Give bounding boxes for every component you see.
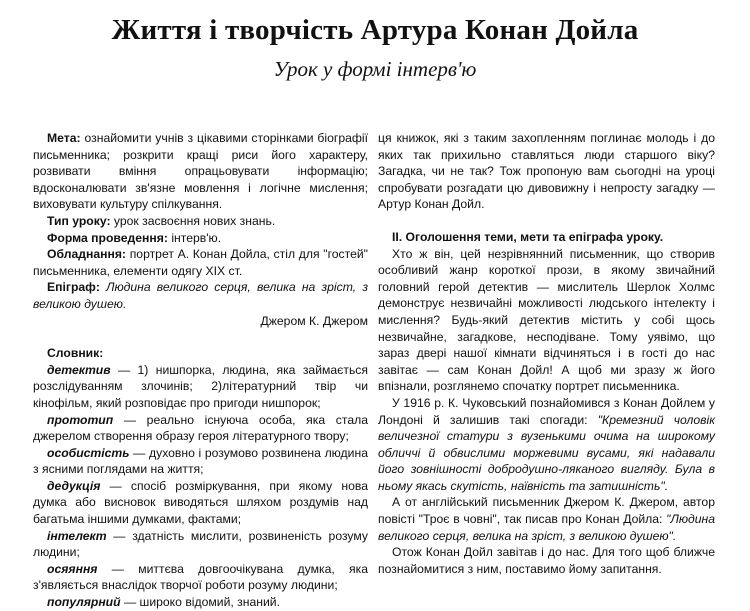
lesson-form-label: Форма проведення:	[47, 230, 168, 245]
vocabulary-entry	[33, 528, 368, 561]
epigraph-label: Епіграф:	[47, 280, 100, 295]
intro-paragraph: ця книжок, які з таким захопленням поглинає молодь і до яких так прихильно ставляться люди старшого віку? Загадка, чи не так? Тож пропоную вам сьогодні на уроці спробувати розгадати цю дивовижну і непросту загадку — Артур Конан Дойл.	[378, 131, 715, 212]
vocabulary-entry	[33, 594, 368, 611]
epigraph-text: Людина великого серця, велика на зріст, з великою душею.	[33, 280, 368, 311]
vocabulary-term: детектив	[47, 362, 111, 377]
vocabulary-definition: — спосіб розміркування, при якому нова думка або висновок виводяться шляхом роздумів над багатьма іншими думками, фактами;	[33, 478, 368, 527]
right-column	[378, 130, 715, 577]
vocabulary-definition: — духовно і розумово розвинена людина з ясними поглядами на життя;	[33, 445, 368, 477]
chukovsky-intro: У 1916 р. К. Чуковський познайомився з Конан Дойлем у Лондоні й залишив такі спогади:	[378, 395, 715, 427]
vocabulary-term: дедукція	[47, 478, 101, 493]
vocabulary-term: популярний	[47, 595, 121, 610]
lesson-epigraph	[33, 279, 368, 312]
paragraph-jerome	[378, 494, 715, 544]
vocabulary-entry	[33, 561, 368, 594]
vocabulary-entry	[33, 445, 368, 478]
vocabulary-definition: — широко відомий, знаний.	[123, 595, 280, 610]
vocabulary-term: прототип	[47, 412, 114, 427]
chukovsky-quote: "Кремезний чоловік величезної статури з вузенькими очима на широкому обличчі й обвислими моржевими вусами, які надавали його зовнішності добродушно-ляканого вигляду. Була в ньому якась скутість, наївність та затишність".	[378, 412, 715, 493]
vocabulary-definition: — реально існуюча особа, яка стала джерелом створення образу героя літературного твору;	[33, 412, 369, 444]
lesson-form	[33, 230, 368, 247]
equipment-text: портрет А. Конан Дойла, стіл для "гостей" письменника, елементи одягу XIX ст.	[33, 247, 368, 278]
paragraph-who-is-he: Хто ж він, цей незрівнянний письменник, що створив особливий жанр короткої прози, в якому звичайний головний герой детектив — мислитель Шерлок Холмс демонструє незвичайні можливості людського інтелекту і мислення? Будь-який детектив містить у собі щось незвичайне, загадкове, несподіване. Тому уявімо, що зараз двері нашої кімнати відчиняться і в гості до нас завітає — сам Конан Дойл! А щоб ми зразу ж його впізнали, розглянемо спочатку портрет письменника.	[378, 246, 715, 394]
lesson-type	[33, 213, 368, 230]
jerome-intro: А от англійський письменник Джером К. Джером, автор повісті "Троє в човні", так писав про Конан Дойла:	[378, 495, 715, 527]
vocabulary-term: осяяння	[47, 561, 98, 576]
vocabulary-entry	[33, 478, 368, 528]
goal-label: Мета:	[47, 131, 81, 145]
paragraph-closing: Отож Конан Дойл завітав і до нас. Для того щоб ближче познайомитися з ним, поставимо йому запитання.	[378, 545, 715, 576]
vocabulary-definition: — миттєва довгоочікувана думка, яка з'являється внаслідок творчої роботи розуму людини;	[33, 561, 368, 593]
vocabulary-entry	[33, 412, 368, 445]
vocabulary-term: інтелект	[47, 528, 107, 543]
vocabulary-definition: — 1) нишпорка, людина, яка займається розслідуванням злочинів; 2)літературний твір чи кінофільм, який розповідає про пригоди нишпорок;	[33, 362, 369, 410]
lesson-type-text: урок засвоєння нових знань.	[113, 213, 276, 228]
page-title: Життя і творчість Артура Конан Дойла	[111, 14, 639, 46]
epigraph-author: Джером К. Джером	[260, 313, 368, 328]
vocabulary-list	[33, 362, 368, 611]
page-subtitle: Урок у формі інтерв'ю	[273, 57, 477, 81]
vocabulary-heading: Словник:	[47, 346, 104, 361]
section-heading: ІІ. Оголошення теми, мети та епіграфа уроку.	[392, 229, 664, 244]
vocabulary-definition: — здатність мислити, розвиненість розуму людини;	[33, 528, 368, 560]
equipment-label: Обладнання:	[47, 247, 126, 262]
goal-text: ознайомити учнів з цікавими сторінками біографії письменника; розкрити кращі риси його характеру, розвивати вміння опрацьовувати інформацію; вдосконалювати зв'язне мовлення і логічне мислення; виховувати культуру спілкування.	[33, 131, 369, 212]
lesson-goal	[33, 130, 368, 213]
vocabulary-entry	[33, 362, 368, 412]
jerome-quote: "Людина великого серця, велика на зріст, з великою душею".	[378, 512, 715, 543]
lesson-form-text: інтерв'ю.	[171, 230, 222, 245]
left-column	[33, 130, 368, 611]
lesson-type-label: Тип уроку:	[47, 213, 111, 228]
lesson-equipment	[33, 246, 368, 279]
paragraph-chukovsky	[378, 395, 715, 495]
vocabulary-term: особистість	[47, 445, 130, 460]
